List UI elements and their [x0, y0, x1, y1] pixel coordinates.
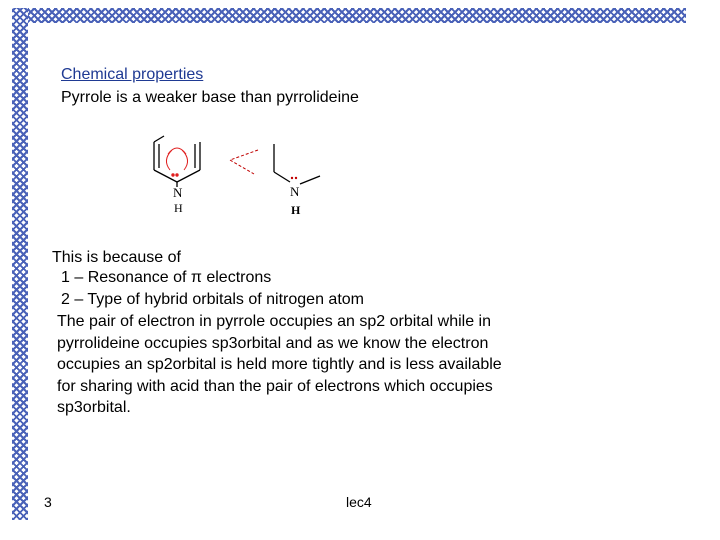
lone-pair-dot: [291, 177, 293, 179]
less-than-sign: [230, 150, 258, 174]
because-intro: This is because of: [52, 249, 181, 266]
pyrrolidine-n-label: N: [290, 184, 300, 199]
paragraph-line: The pair of electron in pyrrole occupies an sp2 orbital while in: [57, 313, 492, 330]
resonance-arrows: [166, 148, 187, 176]
paragraph-line: sp3orbital.: [57, 399, 131, 416]
slide-subheading: Pyrrole is a weaker base than pyrrolideine: [61, 89, 359, 106]
decorative-border-top: [12, 8, 686, 23]
lone-pair-dot: [295, 177, 297, 179]
paragraph-line: for sharing with acid than the pair of electrons which occupies: [57, 377, 493, 395]
reason-point-1: 1 – Resonance of π electrons: [61, 269, 272, 286]
page-number: 3: [44, 494, 52, 510]
decorative-border-left: [12, 8, 28, 520]
pyrrolidine-h-label: H: [291, 203, 301, 217]
reason-point-2: 2 – Type of hybrid orbitals of nitrogen atom: [61, 291, 364, 308]
paragraph-line: occupies an sp2orbital is held more tightly and is less available: [57, 356, 502, 373]
pyrrole-h-label: H: [174, 201, 183, 215]
pyrrole-n-label: N: [173, 185, 183, 200]
slide-heading: Chemical properties: [61, 66, 204, 83]
pyrrole-structure: [154, 136, 200, 187]
slide-footer: lec4: [346, 494, 372, 510]
pyrrole-vs-pyrrolidine-figure: [140, 130, 340, 220]
explanation-paragraph: [57, 311, 502, 419]
paragraph-line: pyrrolideine occupies sp3orbital and as we know the electron: [57, 334, 489, 352]
